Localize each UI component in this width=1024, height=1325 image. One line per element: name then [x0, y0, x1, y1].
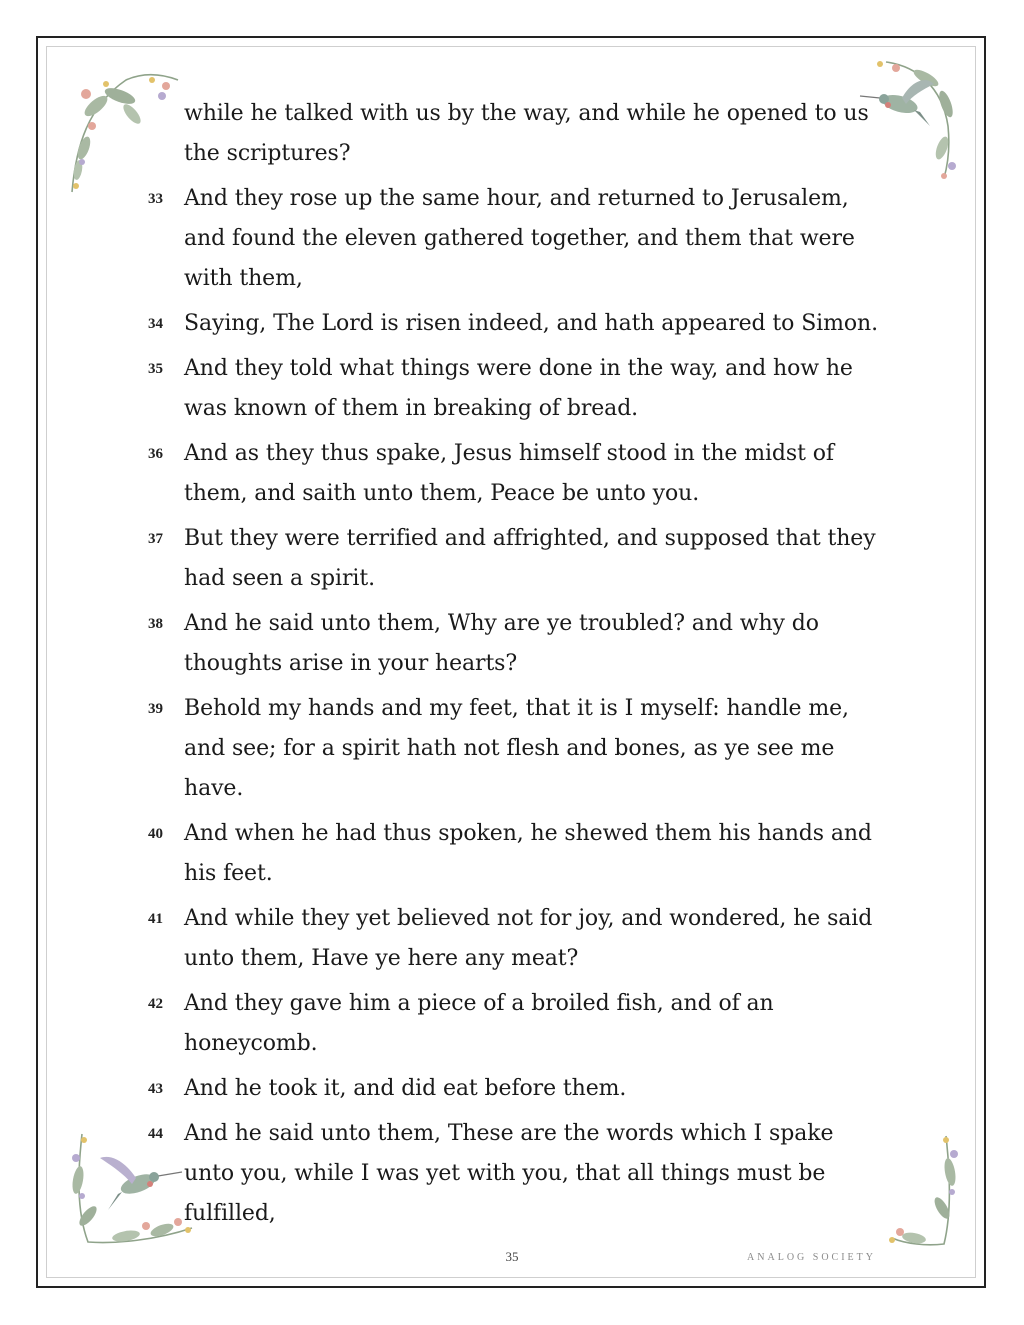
verse-text: And they told what things were done in the way, and how he was known of them in breaking of bread.	[184, 356, 853, 421]
verse	[148, 519, 888, 599]
verse	[148, 304, 888, 344]
verse	[148, 984, 888, 1064]
verse-number: 43	[148, 1081, 163, 1097]
verse-number: 39	[148, 701, 163, 717]
verse-number: 44	[148, 1126, 163, 1142]
verse	[148, 689, 888, 809]
verse-number: 41	[148, 911, 163, 927]
verse	[148, 814, 888, 894]
verse-number: 38	[148, 616, 163, 632]
verse-text: Saying, The Lord is risen indeed, and hath appeared to Simon.	[184, 311, 878, 336]
verse-text: And he said unto them, Why are ye troubled? and why do thoughts arise in your hearts?	[184, 611, 819, 676]
verse-number: 37	[148, 531, 163, 547]
verse-number: 35	[148, 361, 163, 377]
verse	[148, 349, 888, 429]
verse-text: Behold my hands and my feet, that it is I myself: handle me, and see; for a spirit hath not flesh and bones, as ye see me have.	[184, 696, 849, 801]
verse	[148, 1069, 888, 1109]
verse-text: And as they thus spake, Jesus himself stood in the midst of them, and saith unto them, Peace be unto you.	[184, 441, 834, 506]
verse-number: 34	[148, 316, 163, 332]
brand-footer: ANALOG SOCIETY	[747, 1252, 876, 1263]
verse-number: 33	[148, 191, 163, 207]
verse-text: But they were terrified and affrighted, and supposed that they had seen a spirit.	[184, 526, 876, 591]
verse	[148, 604, 888, 684]
verse-number: 36	[148, 446, 163, 462]
verse-text: while he talked with us by the way, and while he opened to us the scriptures?	[184, 101, 869, 166]
verse	[148, 434, 888, 514]
verse	[148, 94, 888, 174]
verse-list	[148, 94, 888, 1239]
verse-text: And he said unto them, These are the words which I spake unto you, while I was yet with you, that all things must be fulfilled,	[184, 1121, 834, 1226]
verse-text: And he took it, and did eat before them.	[184, 1076, 627, 1101]
verse-text: And while they yet believed not for joy, and wondered, he said unto them, Have ye here any meat?	[184, 906, 873, 971]
verse-text: And when he had thus spoken, he shewed them his hands and his feet.	[184, 821, 872, 886]
verse-number: 42	[148, 996, 163, 1012]
verse-number: 40	[148, 826, 163, 842]
verse-text: And they rose up the same hour, and returned to Jerusalem, and found the eleven gathered together, and them that were with them,	[184, 186, 855, 291]
verse-text: And they gave him a piece of a broiled fish, and of an honeycomb.	[184, 991, 774, 1056]
verse	[148, 179, 888, 299]
page-number: 35	[505, 1249, 519, 1264]
verse	[148, 899, 888, 979]
floral-corner-icon	[886, 1132, 962, 1248]
verse	[148, 1114, 888, 1234]
